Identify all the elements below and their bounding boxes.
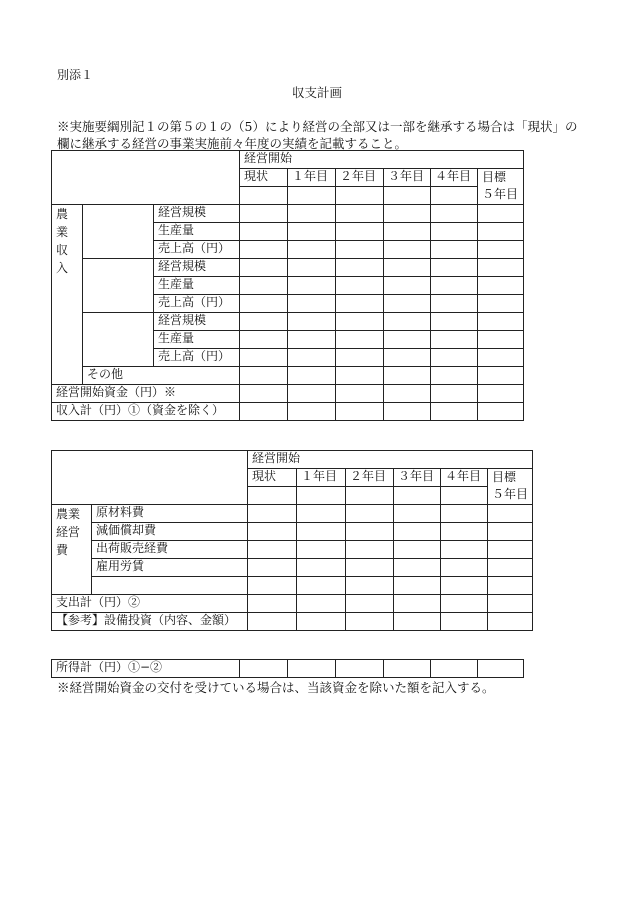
item-label: 生産量 [154, 331, 240, 349]
reference-label: 【参考】設備投資（内容、金額） [52, 613, 248, 631]
col-target [478, 169, 524, 205]
cell[interactable] [297, 523, 346, 541]
cell[interactable] [478, 259, 524, 277]
expense-table [51, 450, 533, 631]
crop-name-cell[interactable] [83, 313, 154, 367]
cell[interactable] [336, 367, 384, 385]
col-year-2: ２年目 [346, 469, 394, 487]
cell[interactable] [478, 331, 524, 349]
cell[interactable] [336, 223, 384, 241]
cell[interactable] [431, 259, 478, 277]
cell[interactable] [288, 241, 336, 259]
cell[interactable] [394, 613, 441, 631]
cell[interactable] [394, 505, 441, 523]
cell[interactable] [431, 223, 478, 241]
cell[interactable] [478, 403, 524, 421]
cell[interactable] [346, 595, 394, 613]
cell[interactable] [441, 523, 488, 541]
item-label: 経営規模 [154, 259, 240, 277]
cell[interactable] [478, 349, 524, 367]
cell[interactable] [384, 241, 431, 259]
cell[interactable] [248, 505, 297, 523]
cell[interactable] [384, 205, 431, 223]
cell[interactable] [297, 559, 346, 577]
cell[interactable] [240, 241, 288, 259]
cell[interactable] [488, 541, 533, 559]
cell[interactable] [240, 187, 288, 205]
cell[interactable] [441, 559, 488, 577]
cell[interactable] [336, 277, 384, 295]
item-label: 売上高（円） [154, 241, 240, 259]
income-total-table [51, 659, 524, 678]
cell[interactable] [488, 505, 533, 523]
cell[interactable] [288, 277, 336, 295]
page-title: 収支計画 [292, 85, 343, 100]
cell[interactable] [297, 505, 346, 523]
cell[interactable] [431, 277, 478, 295]
cell[interactable] [384, 660, 431, 678]
cell[interactable] [394, 559, 441, 577]
cell[interactable] [248, 523, 297, 541]
col-year-3: ３年目 [384, 169, 431, 187]
cell[interactable] [288, 403, 336, 421]
cell[interactable] [431, 295, 478, 313]
cell[interactable] [240, 367, 288, 385]
income-total-label: 収入計（円）①（資金を除く） [52, 403, 240, 421]
cell[interactable] [336, 295, 384, 313]
cell[interactable] [288, 660, 336, 678]
cell[interactable] [297, 577, 346, 595]
cell[interactable] [441, 613, 488, 631]
cell[interactable] [478, 223, 524, 241]
cell[interactable] [288, 331, 336, 349]
cell[interactable] [288, 205, 336, 223]
cell[interactable] [288, 295, 336, 313]
cell[interactable] [478, 385, 524, 403]
cell[interactable] [248, 487, 297, 505]
cell[interactable] [336, 331, 384, 349]
cell[interactable] [288, 349, 336, 367]
cell[interactable] [297, 487, 346, 505]
cell[interactable] [336, 313, 384, 331]
cell[interactable] [478, 277, 524, 295]
cell[interactable] [336, 187, 384, 205]
col-target-line2: ５年目 [492, 487, 529, 501]
cell[interactable] [346, 487, 394, 505]
cell[interactable] [384, 403, 431, 421]
cell[interactable] [336, 403, 384, 421]
col-year-1: １年目 [297, 469, 346, 487]
cell[interactable] [488, 595, 533, 613]
instruction-note: ※実施要綱別記１の第５の１の（5）により経営の全部又は一部を継承する場合は「現状」の欄に継承する経営の事業実施前々年度の実績を記載すること。 [57, 119, 578, 151]
cell[interactable] [240, 660, 288, 678]
expense-item-blank[interactable] [92, 577, 248, 595]
cell[interactable] [336, 259, 384, 277]
cell[interactable] [394, 523, 441, 541]
cell[interactable] [431, 403, 478, 421]
col-year-4: ４年目 [441, 469, 488, 487]
cell[interactable] [431, 349, 478, 367]
cell[interactable] [441, 577, 488, 595]
cell[interactable] [431, 241, 478, 259]
cell[interactable] [431, 660, 478, 678]
cell[interactable] [431, 367, 478, 385]
item-label: 経営規模 [154, 205, 240, 223]
header-blank-cell [52, 451, 248, 505]
cell[interactable] [240, 349, 288, 367]
item-label: 売上高（円） [154, 349, 240, 367]
start-funds-label: 経営開始資金（円）※ [52, 385, 240, 403]
cell[interactable] [346, 613, 394, 631]
cell[interactable] [441, 487, 488, 505]
cell[interactable] [346, 505, 394, 523]
cell[interactable] [384, 295, 431, 313]
cell[interactable] [297, 595, 346, 613]
cell[interactable] [478, 313, 524, 331]
col-target [488, 469, 533, 505]
cell[interactable] [240, 259, 288, 277]
cell[interactable] [488, 613, 533, 631]
expense-item-label: 雇用労賃 [92, 559, 248, 577]
footer-note: ※経営開始資金の交付を受けている場合は、当該資金を除いた額を記入する。 [57, 680, 495, 695]
cell[interactable] [431, 187, 478, 205]
header-blank-cell [52, 151, 240, 205]
income-total-net-label: 所得計（円）①−② [52, 660, 240, 678]
col-current: 現状 [240, 169, 288, 187]
farm-expense-label: 農業経営費 [52, 505, 92, 595]
cell[interactable] [346, 577, 394, 595]
cell[interactable] [431, 313, 478, 331]
cell[interactable] [248, 559, 297, 577]
expense-item-label: 出荷販売経費 [92, 541, 248, 559]
cell[interactable] [441, 505, 488, 523]
col-target-line2: ５年目 [482, 187, 519, 201]
attachment-label: 別添１ [57, 68, 94, 82]
col-year-2: ２年目 [336, 169, 384, 187]
cell[interactable] [297, 613, 346, 631]
cell[interactable] [478, 205, 524, 223]
cell[interactable] [240, 205, 288, 223]
cell[interactable] [240, 385, 288, 403]
cell[interactable] [336, 660, 384, 678]
cell[interactable] [384, 367, 431, 385]
cell[interactable] [478, 660, 524, 678]
col-target-line1: 目標 [492, 470, 517, 484]
cell[interactable] [240, 277, 288, 295]
cell[interactable] [488, 523, 533, 541]
col-target-line1: 目標 [482, 170, 507, 184]
col-year-1: １年目 [288, 169, 336, 187]
cell[interactable] [240, 295, 288, 313]
expense-item-label: 原材料費 [92, 505, 248, 523]
cell[interactable] [441, 541, 488, 559]
cell[interactable] [384, 331, 431, 349]
cell[interactable] [288, 367, 336, 385]
cell[interactable] [288, 259, 336, 277]
cell[interactable] [488, 559, 533, 577]
cell[interactable] [248, 541, 297, 559]
cell[interactable] [288, 223, 336, 241]
cell[interactable] [478, 295, 524, 313]
cell[interactable] [384, 385, 431, 403]
cell[interactable] [336, 385, 384, 403]
start-label: 経営開始 [240, 151, 524, 169]
cell[interactable] [384, 313, 431, 331]
crop-name-cell[interactable] [83, 205, 154, 259]
other-label: その他 [83, 367, 240, 385]
cell[interactable] [431, 385, 478, 403]
col-current: 現状 [248, 469, 297, 487]
cell[interactable] [394, 487, 441, 505]
cell[interactable] [248, 577, 297, 595]
cell[interactable] [248, 613, 297, 631]
item-label: 売上高（円） [154, 295, 240, 313]
cell[interactable] [240, 403, 288, 421]
cell[interactable] [384, 259, 431, 277]
cell[interactable] [488, 577, 533, 595]
cell[interactable] [384, 277, 431, 295]
cell[interactable] [336, 241, 384, 259]
cell[interactable] [240, 313, 288, 331]
cell[interactable] [346, 559, 394, 577]
cell[interactable] [478, 241, 524, 259]
cell[interactable] [346, 523, 394, 541]
cell[interactable] [288, 385, 336, 403]
cell[interactable] [288, 187, 336, 205]
cell[interactable] [441, 595, 488, 613]
cell[interactable] [394, 577, 441, 595]
income-table [51, 150, 524, 421]
cell[interactable] [394, 595, 441, 613]
item-label: 経営規模 [154, 313, 240, 331]
col-year-4: ４年目 [431, 169, 478, 187]
cell[interactable] [240, 331, 288, 349]
cell[interactable] [346, 541, 394, 559]
expense-total-label: 支出計（円）② [52, 595, 248, 613]
crop-name-cell[interactable] [83, 259, 154, 313]
col-year-3: ３年目 [394, 469, 441, 487]
start-label: 経営開始 [248, 451, 533, 469]
cell[interactable] [384, 187, 431, 205]
cell[interactable] [288, 313, 336, 331]
cell[interactable] [431, 205, 478, 223]
cell[interactable] [394, 541, 441, 559]
cell[interactable] [297, 541, 346, 559]
cell[interactable] [431, 331, 478, 349]
expense-item-label: 減価償却費 [92, 523, 248, 541]
cell[interactable] [384, 349, 431, 367]
item-label: 生産量 [154, 223, 240, 241]
cell[interactable] [248, 595, 297, 613]
item-label: 生産量 [154, 277, 240, 295]
cell[interactable] [336, 205, 384, 223]
cell[interactable] [384, 223, 431, 241]
cell[interactable] [336, 349, 384, 367]
farm-income-label: 農業収入 [52, 205, 83, 385]
cell[interactable] [240, 223, 288, 241]
cell[interactable] [478, 367, 524, 385]
